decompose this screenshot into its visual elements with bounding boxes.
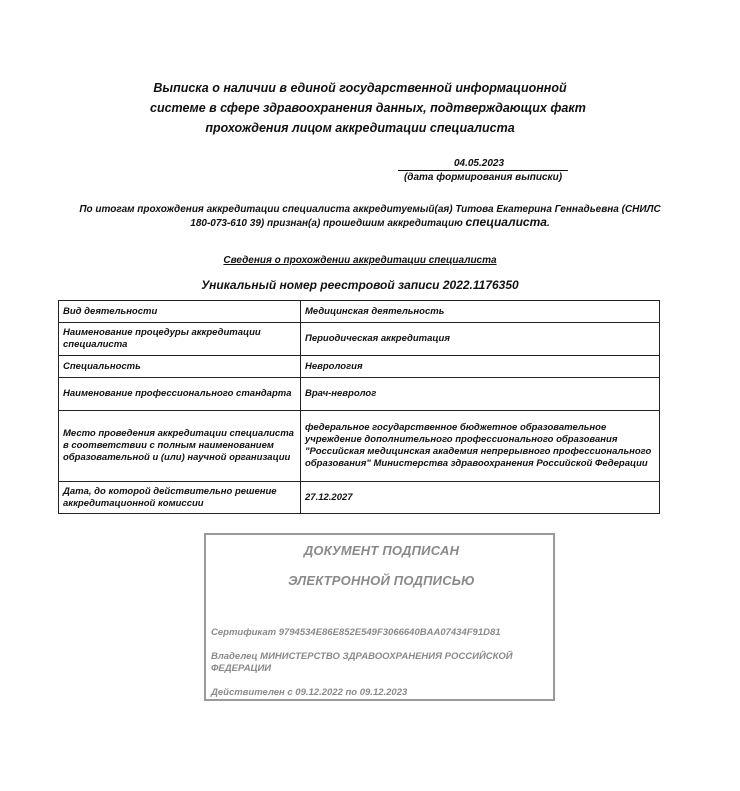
title-line: Выписка о наличии в единой государственной информационной (153, 81, 567, 95)
table-row (59, 356, 660, 378)
extract-date: 04.05.2023 (398, 157, 568, 171)
intro-line: По итогам прохождения аккредитации специалиста аккредитуемый(ая) Титова Екатерина Геннадьевна (СНИЛС (79, 204, 661, 215)
row-value: Врач-невролог (301, 378, 660, 411)
table-row (59, 411, 660, 482)
intro-qualification: специалиста (465, 215, 547, 229)
title-line: системе в сфере здравоохранения данных, подтверждающих факт (150, 101, 586, 115)
electronic-signature-stamp (204, 533, 555, 701)
row-value: федеральное государственное бюджетное образовательное учреждение дополнительного профессионального образования "Российская медицинская академия непрерывного профессионального образования" Министерства здравоохранения Российской Федерации (301, 411, 660, 482)
row-label: Место проведения аккредитации специалиста в соответствии с полным наименованием образовательной и (или) научной организации (59, 411, 301, 482)
row-label: Специальность (59, 356, 301, 378)
row-value: 27.12.2027 (301, 482, 660, 514)
table-row (59, 378, 660, 411)
row-label: Наименование процедуры аккредитации специалиста (59, 323, 301, 356)
accreditation-table (58, 300, 660, 514)
extract-date-caption: (дата формирования выписки) (403, 172, 563, 183)
intro-period: . (546, 218, 550, 229)
date-block (398, 157, 568, 185)
signature-certificate: Сертификат 9794534E86E852E549F3066640BAA07434F91D81 (211, 627, 501, 638)
document-title (150, 78, 586, 138)
intro-line (60, 216, 680, 230)
intro-text: 180-073-610 39) признан(а) прошедшим аккредитацию (190, 218, 463, 229)
row-value: Медицинская деятельность (301, 301, 660, 323)
table-row (59, 482, 660, 514)
table-row (59, 323, 660, 356)
signature-subtitle: ЭЛЕКТРОННОЙ ПОДПИСЬЮ (288, 573, 475, 588)
row-label: Вид деятельности (59, 301, 301, 323)
signature-title: ДОКУМЕНТ ПОДПИСАН (303, 543, 460, 558)
table-row (59, 301, 660, 323)
signature-owner: Владелец МИНИСТЕРСТВО ЗДРАВООХРАНЕНИЯ РОССИЙСКОЙ ФЕДЕРАЦИИ (211, 651, 513, 674)
row-label: Наименование профессионального стандарта (59, 378, 301, 411)
intro-paragraph (60, 203, 680, 230)
row-label: Дата, до которой действительно решение аккредитационной комиссии (59, 482, 301, 514)
row-value: Неврология (301, 356, 660, 378)
signature-validity: Действителен с 09.12.2022 по 09.12.2023 (211, 687, 408, 698)
registry-number: Уникальный номер реестровой записи 2022.1176350 (201, 278, 519, 292)
title-line: прохождения лицом аккредитации специалиста (205, 121, 515, 135)
section-heading: Сведения о прохождении аккредитации специалиста (223, 255, 497, 266)
row-value: Периодическая аккредитация (301, 323, 660, 356)
